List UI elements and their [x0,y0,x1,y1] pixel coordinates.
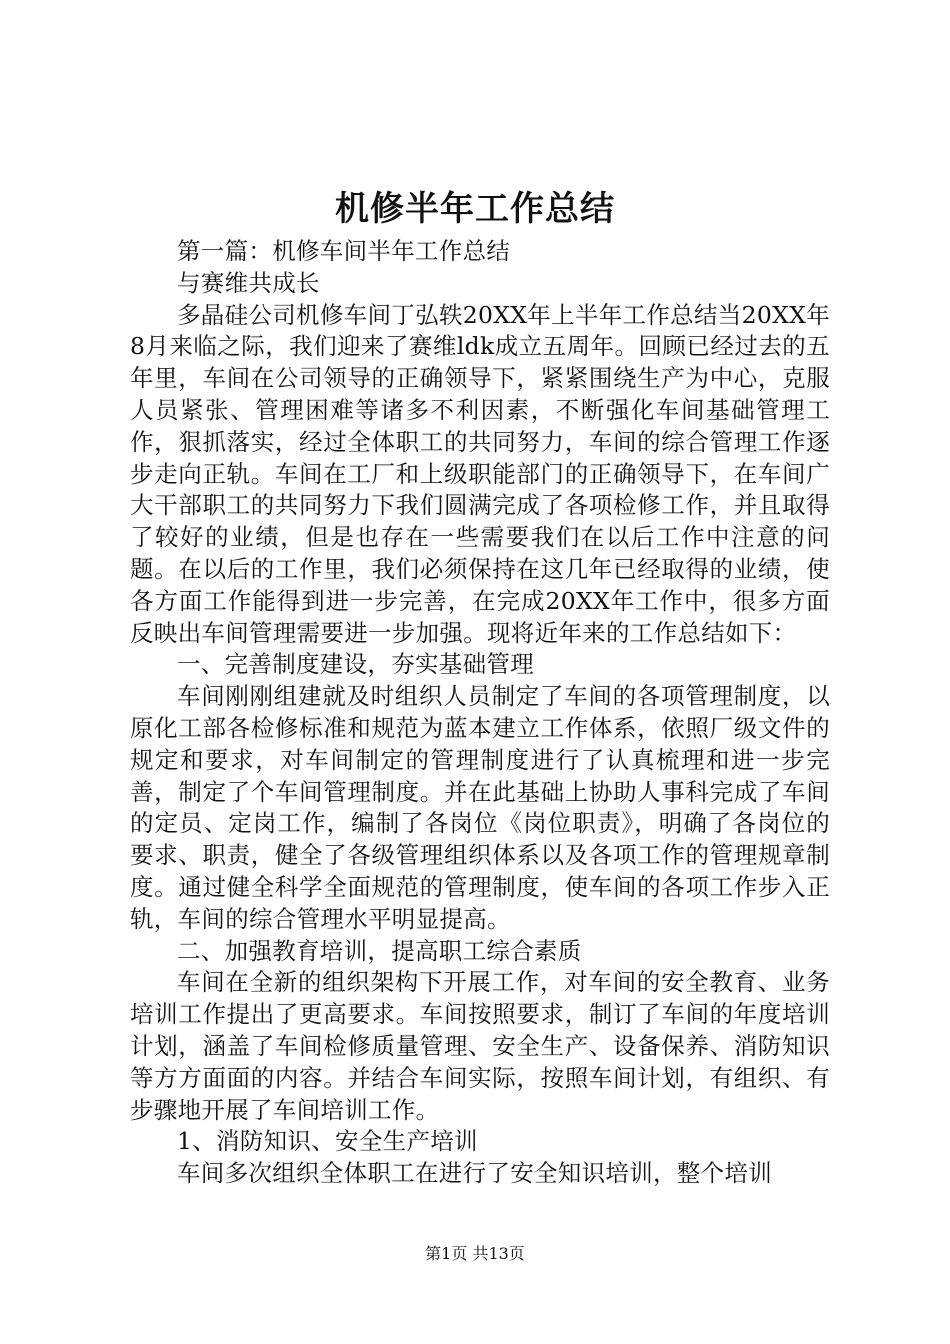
document-title: 机修半年工作总结 [335,189,615,229]
body-paragraph: 车间多次组织全体职工在进行了安全知识培训，整个培训 [177,1159,772,1188]
section-heading: 第一篇：机修车间半年工作总结 [177,237,511,265]
subsection-heading: 1、消防知识、安全生产培训 [177,1127,478,1156]
subtitle-line: 与赛维共成长 [177,268,320,297]
body-paragraph: 车间刚刚组建就及时组织人员制定了车间的各项管理制度，以原化工部各检修标准和规范为蓝本建立工作体系，依照厂级文件的规定和要求，对车间制定的管理制度进行了认真梳理和进一步完善，制定了个车间管理制度。并在此基础上协助人事科完成了车间的定员、定岗工作，编制了各岗位《岗位职责》，明确了各岗位的要求、职责，健全了各级管理组织体系以及各项工作的管理规章制度。通过健全科学全面规范的管理制度，使车间的各项工作步入正轨，车间的综合管理水平明显提高。 [130,682,830,933]
section-heading: 一、完善制度建设，夯实基础管理 [177,650,534,679]
body-paragraph: 车间在全新的组织架构下开展工作，对车间的安全教育、业务培训工作提出了更高要求。车间按照要求，制订了车间的年度培训计划，涵盖了车间检修质量管理、安全生产、设备保养、消防知识等方方面面的内容。并结合车间实际，按照车间计划，有组织、有步骤地开展了车间培训工作。 [130,968,830,1124]
document-body [130,236,830,1190]
section-heading: 二、加强教育培训，提高职工综合素质 [177,936,582,965]
body-paragraph: 多晶硅公司机修车间丁弘轶20XX年上半年工作总结当20XX年8月来临之际，我们迎来了赛维ldk成立五周年。回顾已经过去的五年里，车间在公司领导的正确领导下，紧紧围绕生产为中心，克服人员紧张、管理困难等诸多不利因素，不断强化车间基础管理工作，狠抓落实，经过全体职工的共同努力，车间的综合管理工作逐步走向正轨。车间在工厂和上级职能部门的正确领导下，在车间广大干部职工的共同努力下我们圆满完成了各项检修工作，并且取得了较好的业绩，但是也存在一些需要我们在以后工作中注意的问题。在以后的工作里，我们必须保持在这几年已经取得的业绩，使各方面工作能得到进一步完善，在完成20XX年工作中，很多方面反映出车间管理需要进一步加强。现将近年来的工作总结如下： [130,300,830,647]
page-footer: 第1页 共13页 [425,1244,525,1263]
